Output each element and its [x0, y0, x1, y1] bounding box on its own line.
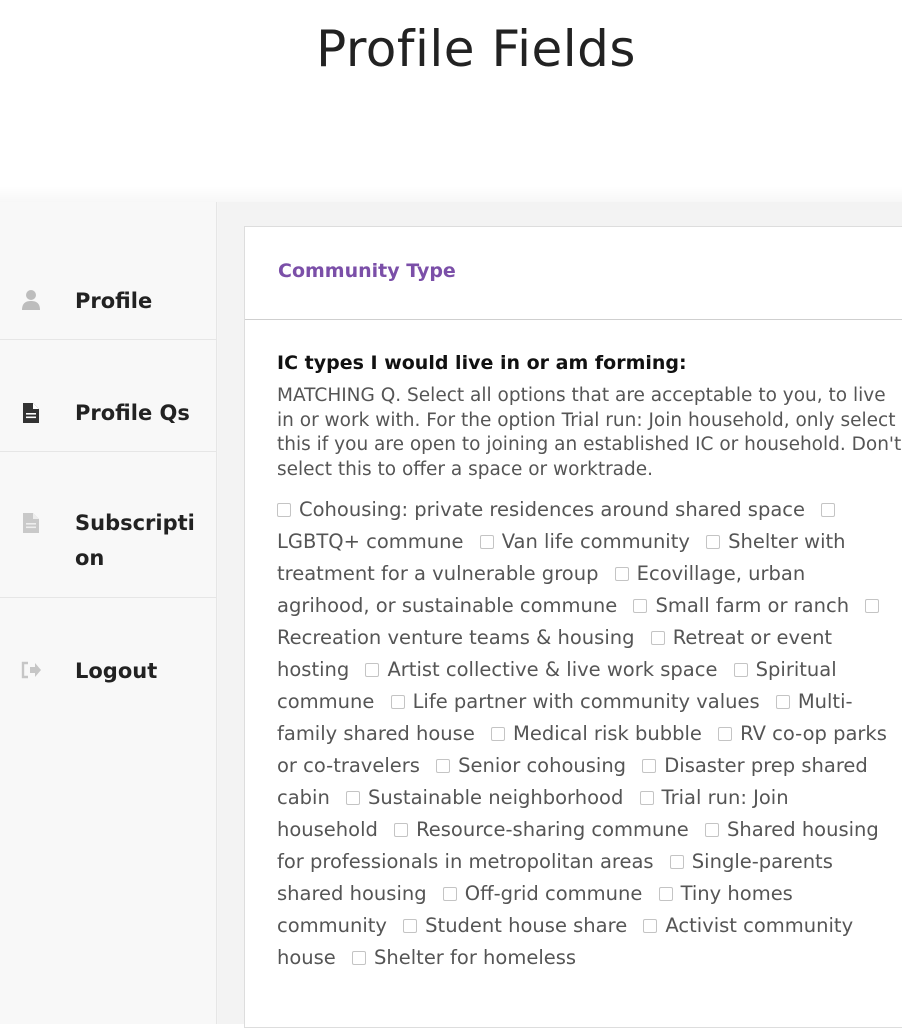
checkbox[interactable]	[865, 599, 879, 613]
checkbox[interactable]	[705, 823, 719, 837]
sidebar	[0, 202, 217, 1024]
checkbox[interactable]	[706, 535, 720, 549]
header-divider	[0, 186, 902, 202]
main-layout	[0, 202, 902, 1024]
checkbox-label: Shared housing for professionals in metropolitan areas	[277, 818, 879, 873]
checkbox-label: Resource-sharing commune	[416, 818, 689, 841]
checkbox[interactable]	[491, 727, 505, 741]
sidebar-item-label: Subscription	[75, 511, 195, 570]
sign-out-icon	[20, 659, 42, 681]
checkbox-label: LGBTQ+ commune	[277, 530, 464, 553]
sidebar-item-profile-qs[interactable]	[0, 340, 216, 452]
checkbox-label: RV co-op parks or co-travelers	[277, 722, 887, 777]
checkbox-label: Activist community house	[277, 914, 854, 969]
checkbox-label: Shelter with treatment for a vulnerable group	[277, 530, 846, 585]
page-title: Profile Fields	[316, 20, 636, 78]
checkbox[interactable]	[436, 759, 450, 773]
checkbox-label: Sustainable neighborhood	[368, 786, 624, 809]
question-title: IC types I would live in or am forming:	[277, 352, 687, 374]
checkbox-label: Recreation venture teams & housing	[277, 626, 635, 649]
checkbox-option[interactable]	[346, 786, 623, 809]
checkbox-option[interactable]	[365, 658, 717, 681]
sidebar-item-label: Profile	[75, 289, 153, 313]
checkbox-label: Artist collective & live work space	[387, 658, 718, 681]
checkbox[interactable]	[670, 855, 684, 869]
checkbox-label: Shelter for homeless	[374, 946, 577, 969]
checkbox-label: Ecovillage, urban agrihood, or sustainable commune	[277, 562, 806, 617]
checkbox-option[interactable]	[491, 722, 702, 745]
checkbox[interactable]	[391, 695, 405, 709]
sidebar-item-logout[interactable]	[0, 598, 216, 748]
checkbox-option[interactable]	[391, 690, 760, 713]
checkbox-option[interactable]	[277, 498, 805, 521]
checkbox-option[interactable]	[633, 594, 849, 617]
checkbox[interactable]	[615, 567, 629, 581]
checkbox-label: Retreat or event hosting	[277, 626, 833, 681]
checkbox-label: Medical risk bubble	[513, 722, 702, 745]
checkbox-label: Trial run: Join household	[277, 786, 789, 841]
checkbox[interactable]	[443, 887, 457, 901]
checkbox[interactable]	[346, 791, 360, 805]
content-area	[218, 202, 902, 1024]
document-outline-icon	[20, 512, 42, 534]
community-type-card	[244, 226, 902, 1028]
checkbox[interactable]	[352, 951, 366, 965]
checkbox-option[interactable]	[394, 818, 689, 841]
sidebar-item-label: Profile Qs	[75, 401, 190, 425]
checkbox-option[interactable]	[443, 882, 643, 905]
card-header	[245, 227, 902, 320]
checkbox-option[interactable]	[436, 754, 626, 777]
checkbox-label: Van life community	[501, 530, 690, 553]
checkbox[interactable]	[642, 759, 656, 773]
checkbox[interactable]	[365, 663, 379, 677]
checkbox[interactable]	[394, 823, 408, 837]
checkbox-options	[277, 494, 902, 974]
document-icon	[20, 402, 42, 424]
checkbox-label: Tiny homes community	[277, 882, 793, 937]
question-description: MATCHING Q. Select all options that are acceptable to you, to live in or work with. For the option Trial run: Join household, only select this if you are open to joining an established IC or household. Don't select this to offer a space or worktrade.	[277, 385, 902, 480]
card-title: Community Type	[278, 260, 456, 282]
sidebar-item-label: Logout	[75, 659, 158, 683]
checkbox-label: Small farm or ranch	[655, 594, 850, 617]
checkbox[interactable]	[277, 503, 291, 517]
checkbox[interactable]	[734, 663, 748, 677]
checkbox-label: Single-parents shared housing	[277, 850, 833, 905]
checkbox[interactable]	[651, 631, 665, 645]
user-icon	[20, 289, 42, 311]
checkbox[interactable]	[821, 503, 835, 517]
checkbox-label: Life partner with community values	[412, 690, 760, 713]
checkbox-label: Cohousing: private residences around shared space	[299, 498, 805, 521]
checkbox-label: Student house share	[425, 914, 628, 937]
checkbox-label: Senior cohousing	[458, 754, 627, 777]
checkbox[interactable]	[480, 535, 494, 549]
sidebar-item-profile[interactable]	[0, 202, 216, 340]
checkbox[interactable]	[776, 695, 790, 709]
checkbox[interactable]	[403, 919, 417, 933]
checkbox[interactable]	[659, 887, 673, 901]
checkbox-label: Disaster prep shared cabin	[277, 754, 868, 809]
checkbox[interactable]	[640, 791, 654, 805]
checkbox-option[interactable]	[403, 914, 627, 937]
card-body	[277, 352, 902, 974]
checkbox-label: Off-grid commune	[464, 882, 643, 905]
checkbox[interactable]	[718, 727, 732, 741]
checkbox[interactable]	[633, 599, 647, 613]
checkbox-option[interactable]	[352, 946, 576, 969]
checkbox[interactable]	[643, 919, 657, 933]
sidebar-item-subscription[interactable]	[0, 452, 216, 598]
checkbox-option[interactable]	[480, 530, 690, 553]
checkbox-label: Spiritual commune	[277, 658, 837, 713]
checkbox-label: Multi-family shared house	[277, 690, 853, 745]
